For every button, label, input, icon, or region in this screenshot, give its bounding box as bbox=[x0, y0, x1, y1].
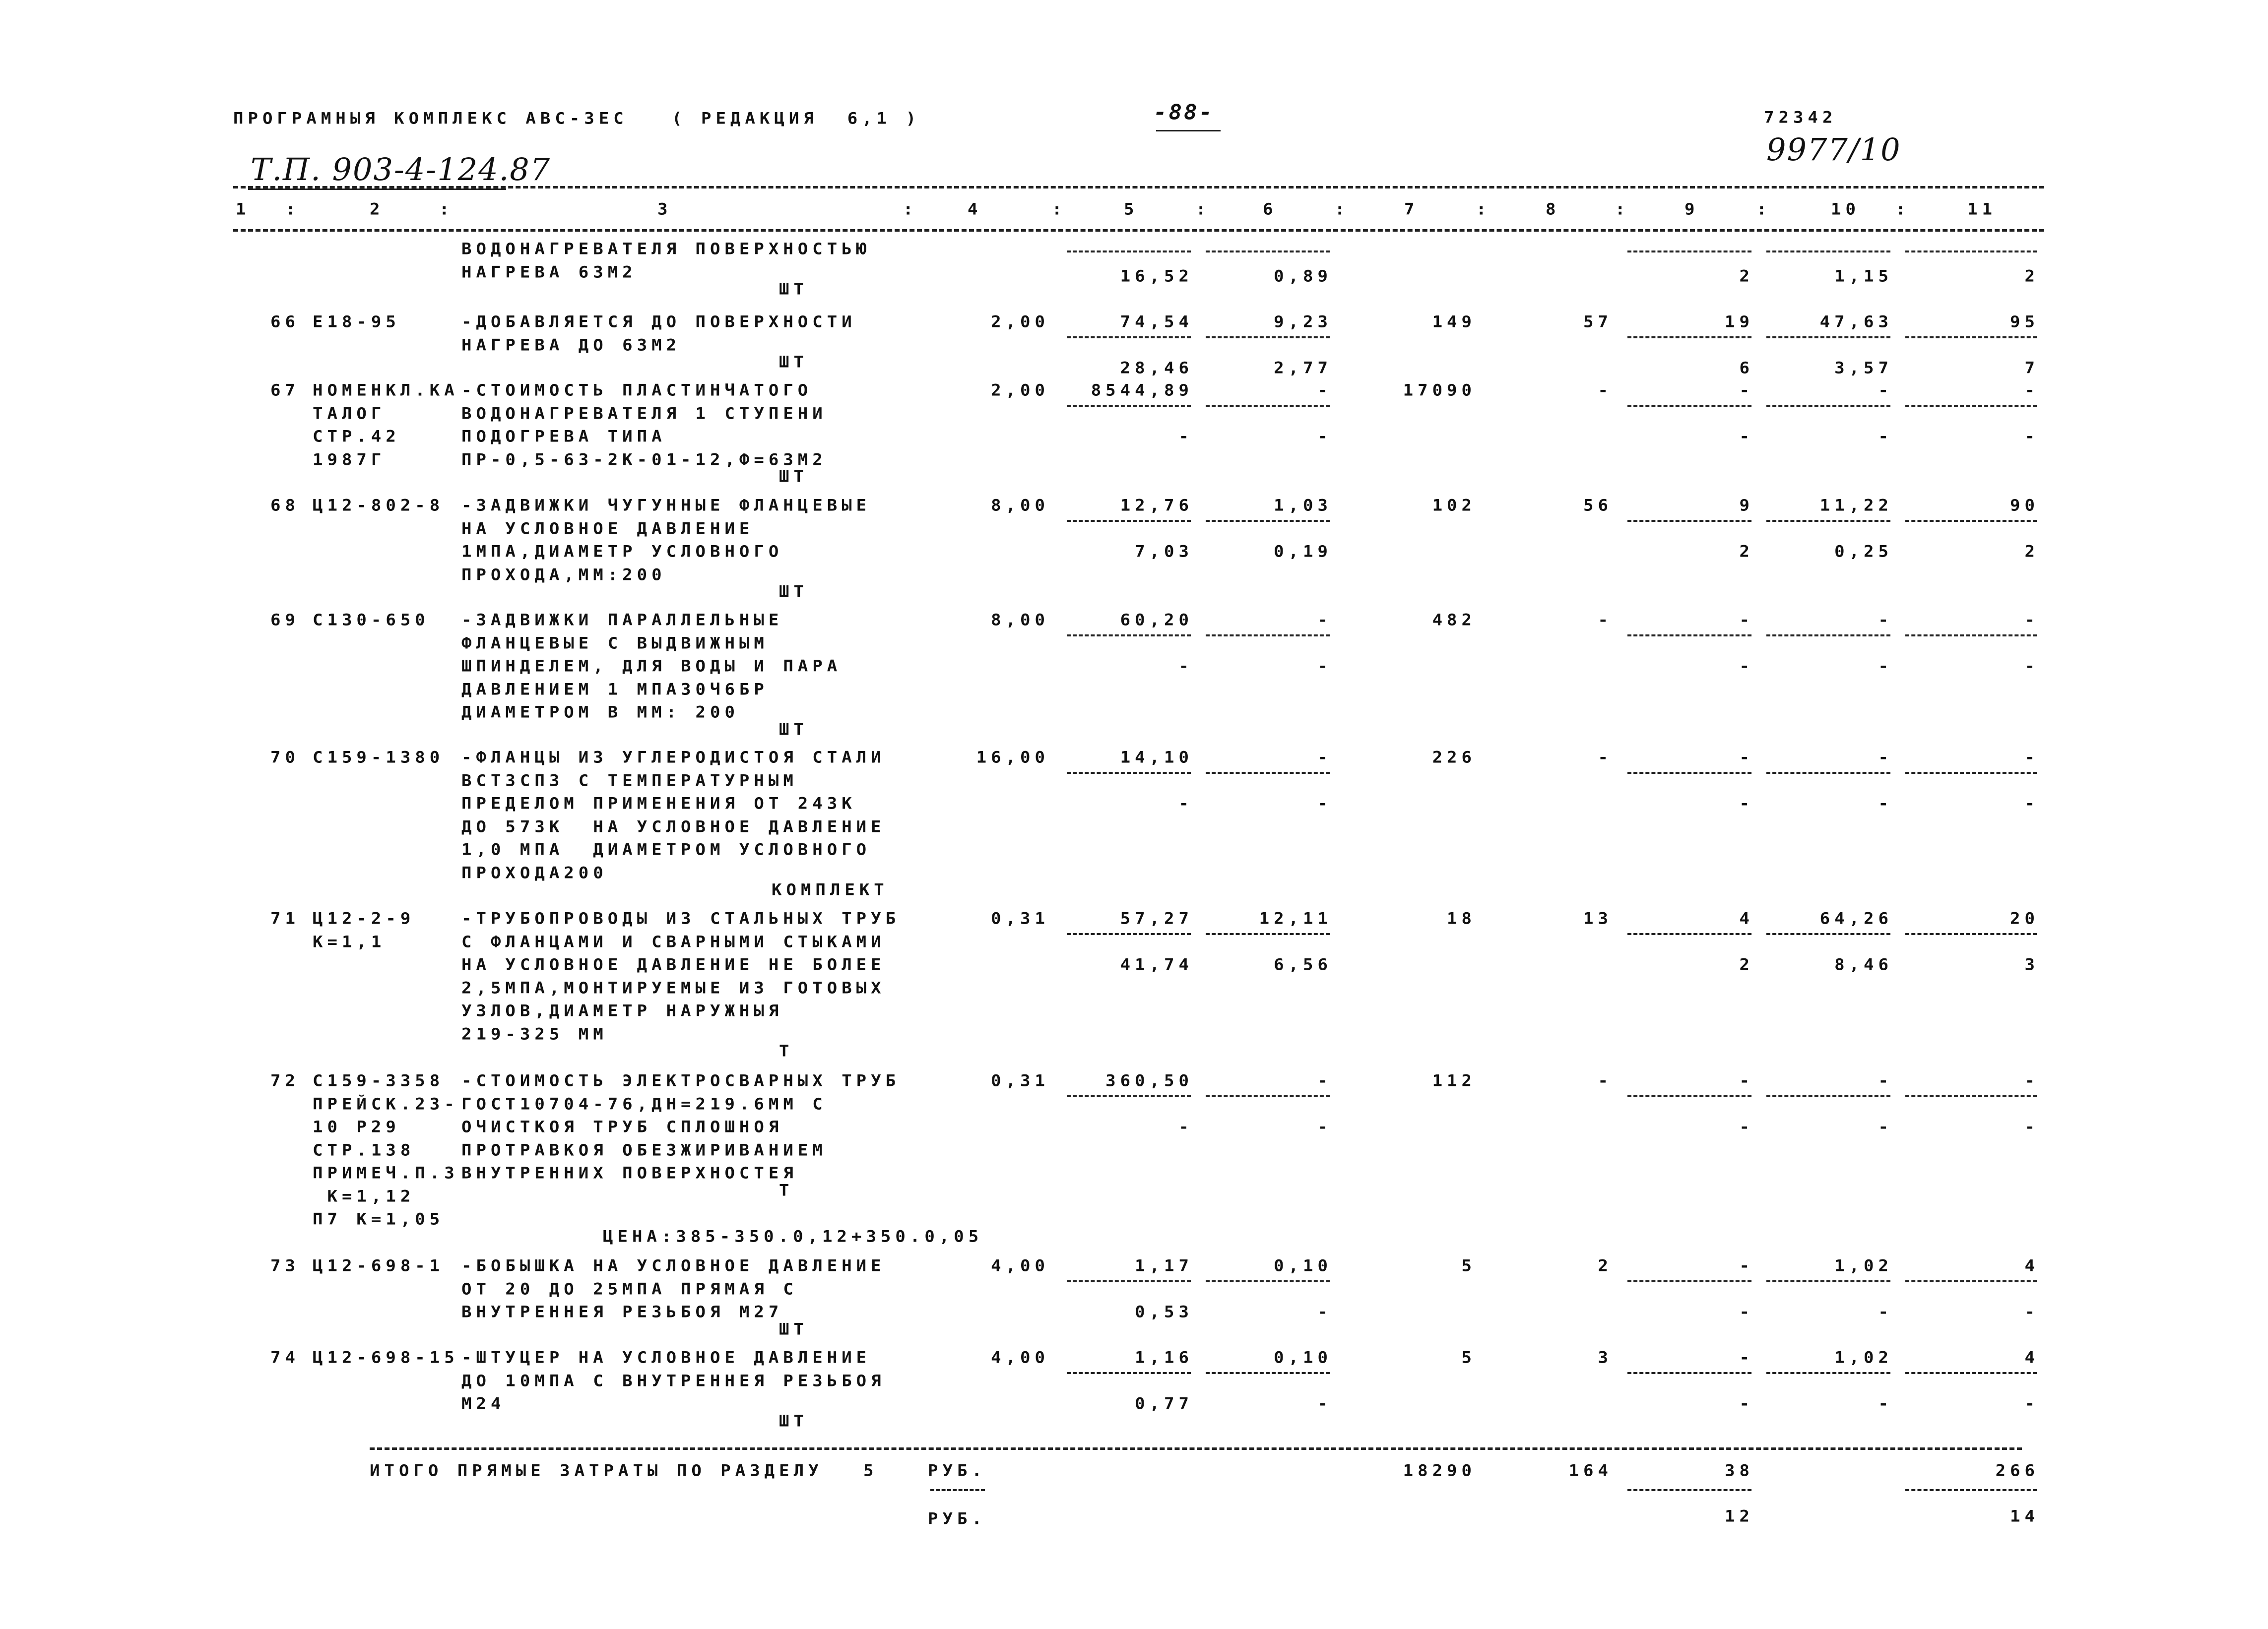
cell-c6b: - bbox=[1317, 1118, 1332, 1136]
cell-c11: 4 bbox=[2024, 1348, 2039, 1367]
cell-c9: - bbox=[1739, 1256, 1754, 1275]
cell-c6-separator bbox=[1206, 634, 1330, 636]
totals-c11b: 14 bbox=[2010, 1507, 2039, 1526]
cell-c5b: 16,52 bbox=[1120, 267, 1193, 286]
row-code-line: К=1,12 bbox=[313, 1187, 415, 1206]
cell-c5: 360,50 bbox=[1105, 1071, 1193, 1090]
cell-qty: 4,00 bbox=[991, 1348, 1049, 1367]
row-code-line: П7 К=1,05 bbox=[313, 1210, 445, 1229]
totals-c8: 164 bbox=[1568, 1461, 1613, 1480]
cell-c11-separator bbox=[1905, 933, 2037, 935]
cell-c10-separator bbox=[1766, 1280, 1890, 1282]
totals-c11-separator bbox=[1905, 1489, 2037, 1491]
row-code-line: 10 Р29 bbox=[313, 1118, 400, 1136]
cell-c5-separator bbox=[1067, 772, 1191, 774]
cell-c9-separator bbox=[1627, 772, 1751, 774]
cell-c6: 9,23 bbox=[1274, 313, 1332, 331]
row-number: 74 bbox=[270, 1348, 300, 1367]
row-code-line: С159-1380 bbox=[313, 748, 445, 767]
cell-c9b: - bbox=[1739, 1118, 1754, 1136]
header-rule-top bbox=[233, 186, 2044, 188]
cell-c9b: 2 bbox=[1739, 955, 1754, 974]
sheet-number: 9977/10 bbox=[1766, 131, 1901, 168]
row-description-line: ДО 10МПА С ВНУТРЕННЕЯ РЕЗЬБОЯ bbox=[461, 1371, 886, 1390]
cell-c5: 1,16 bbox=[1135, 1348, 1193, 1367]
cell-c6-separator bbox=[1206, 251, 1330, 252]
cell-c6-separator bbox=[1206, 336, 1330, 338]
project-number-underline bbox=[248, 188, 506, 190]
cell-c7: 482 bbox=[1432, 611, 1476, 629]
row-code-line: С130-650 bbox=[313, 611, 430, 629]
cell-c5: 8544,89 bbox=[1091, 381, 1193, 400]
cell-c9: 4 bbox=[1739, 909, 1754, 928]
cell-c10b: - bbox=[1878, 1118, 1893, 1136]
cell-c10: 64,26 bbox=[1819, 909, 1893, 928]
cell-c7: 102 bbox=[1432, 496, 1476, 515]
cell-c10-separator bbox=[1766, 520, 1890, 522]
row-code-line: СТР.138 bbox=[313, 1140, 415, 1160]
row-number: 71 bbox=[270, 909, 300, 928]
cell-c5-separator bbox=[1067, 405, 1191, 407]
row-code-line: ТАЛОГ bbox=[313, 404, 386, 423]
cell-c6b: 6,56 bbox=[1274, 955, 1332, 974]
cell-c10-separator bbox=[1766, 1095, 1890, 1097]
cell-c11b: - bbox=[2024, 657, 2039, 676]
row-description-line: ОЧИСТКОЯ ТРУБ СПЛОШНОЯ bbox=[461, 1118, 783, 1136]
row-description-line: ПОДОГРЕВА ТИПА bbox=[461, 427, 666, 446]
cell-c7: 226 bbox=[1432, 748, 1476, 767]
cell-c11b: 7 bbox=[2024, 359, 2039, 377]
cell-c10b: 0,25 bbox=[1834, 542, 1893, 561]
column-separator: : bbox=[1615, 200, 1630, 219]
cell-c5-separator bbox=[1067, 1095, 1191, 1097]
cell-c5: 14,10 bbox=[1120, 748, 1193, 767]
row-unit: ШТ bbox=[779, 280, 808, 299]
cell-c11b: - bbox=[2024, 1303, 2039, 1321]
cell-c9b: - bbox=[1739, 1394, 1754, 1413]
row-code-line: НОМЕНКЛ.КА bbox=[313, 381, 459, 400]
cell-c6b: - bbox=[1317, 794, 1332, 813]
row-description-line: ВНУТРЕННЕЯ РЕЗЬБОЯ М27 bbox=[461, 1303, 783, 1321]
cell-c6-separator bbox=[1206, 1280, 1330, 1282]
cell-c10: - bbox=[1878, 748, 1893, 767]
row-code-line: Е18-95 bbox=[313, 313, 400, 331]
column-header-8: 8 bbox=[1546, 200, 1560, 219]
cell-c10-separator bbox=[1766, 933, 1890, 935]
totals-rule bbox=[370, 1447, 2022, 1450]
column-header-9: 9 bbox=[1685, 200, 1699, 219]
cell-c8: 3 bbox=[1598, 1348, 1613, 1367]
row-description-line: -СТОИМОСТЬ ПЛАСТИНЧАТОГО bbox=[461, 381, 813, 400]
cell-c11: 20 bbox=[2010, 909, 2039, 928]
column-separator: : bbox=[1476, 200, 1491, 219]
column-header-5: 5 bbox=[1124, 200, 1139, 219]
cell-c9: - bbox=[1739, 748, 1754, 767]
cell-qty: 2,00 bbox=[991, 381, 1049, 400]
cell-c11b: - bbox=[2024, 794, 2039, 813]
totals-c9: 38 bbox=[1725, 1461, 1754, 1480]
row-description-line: ВОДОНАГРЕВАТЕЛЯ 1 СТУПЕНИ bbox=[461, 404, 827, 423]
cell-c10b: 8,46 bbox=[1834, 955, 1893, 974]
page-number-underline bbox=[1156, 130, 1221, 131]
cell-c11-separator bbox=[1905, 1372, 2037, 1374]
cell-c9-separator bbox=[1627, 336, 1751, 338]
row-description-line: НА УСЛОВНОЕ ДАВЛЕНИЕ НЕ БОЛЕЕ bbox=[461, 955, 886, 974]
row-description-line: -ЗАДВИЖКИ ЧУГУННЫЕ ФЛАНЦЕВЫЕ bbox=[461, 496, 871, 515]
cell-c10: 1,02 bbox=[1834, 1256, 1893, 1275]
column-separator: : bbox=[903, 200, 918, 219]
cell-c10: - bbox=[1878, 381, 1893, 400]
cell-c11: 4 bbox=[2024, 1256, 2039, 1275]
row-description-line: -БОБЫШКА НА УСЛОВНОЕ ДАВЛЕНИЕ bbox=[461, 1256, 886, 1275]
column-header-11: 11 bbox=[1967, 200, 1997, 219]
row-code-line: С159-3358 bbox=[313, 1071, 445, 1090]
cell-c11b: - bbox=[2024, 427, 2039, 446]
cell-c5-separator bbox=[1067, 520, 1191, 522]
cell-c10: 1,02 bbox=[1834, 1348, 1893, 1367]
row-code-line: Ц12-2-9 bbox=[313, 909, 415, 928]
cell-c6b: - bbox=[1317, 1394, 1332, 1413]
cell-c5: 57,27 bbox=[1120, 909, 1193, 928]
cell-c11: - bbox=[2024, 1071, 2039, 1090]
row-unit: ШТ bbox=[779, 1411, 808, 1431]
cell-c10b: - bbox=[1878, 657, 1893, 676]
cell-c5: 1,17 bbox=[1135, 1256, 1193, 1275]
cell-c10-separator bbox=[1766, 336, 1890, 338]
cell-c11: - bbox=[2024, 381, 2039, 400]
cell-c6-separator bbox=[1206, 520, 1330, 522]
row-description-line: ФЛАНЦЕВЫЕ С ВЫДВИЖНЫМ bbox=[461, 633, 769, 653]
cell-c8: 13 bbox=[1583, 909, 1613, 928]
row-unit: ШТ bbox=[779, 353, 808, 372]
cell-c10b: 1,15 bbox=[1834, 267, 1893, 286]
cell-c6b: - bbox=[1317, 657, 1332, 676]
row-code-line: СТР.42 bbox=[313, 427, 400, 446]
cell-c9-separator bbox=[1627, 634, 1751, 636]
row-description-line: ПРОТРАВКОЯ ОБЕЗЖИРИВАНИЕМ bbox=[461, 1140, 827, 1160]
cell-c11b: 2 bbox=[2024, 542, 2039, 561]
cell-c6: - bbox=[1317, 611, 1332, 629]
cell-c6b: 2,77 bbox=[1274, 359, 1332, 377]
project-number: Т.П. 903-4-124.87 bbox=[251, 151, 551, 188]
cell-c10: 47,63 bbox=[1819, 313, 1893, 331]
cell-c10-separator bbox=[1766, 634, 1890, 636]
cell-c6b: - bbox=[1317, 1303, 1332, 1321]
cell-c5: 74,54 bbox=[1120, 313, 1193, 331]
cell-c11-separator bbox=[1905, 1280, 2037, 1282]
row-description-line: 1МПА,ДИАМЕТР УСЛОВНОГО bbox=[461, 542, 783, 561]
totals-c7: 18290 bbox=[1403, 1461, 1476, 1480]
cell-c9b: - bbox=[1739, 1303, 1754, 1321]
cell-c10b: - bbox=[1878, 1394, 1893, 1413]
cell-c9b: 2 bbox=[1739, 542, 1754, 561]
row-description-line: НА УСЛОВНОЕ ДАВЛЕНИЕ bbox=[461, 519, 754, 538]
totals-currency: РУБ. bbox=[928, 1461, 986, 1480]
cell-c9: 19 bbox=[1725, 313, 1754, 331]
cell-c11-separator bbox=[1905, 405, 2037, 407]
cell-c9-separator bbox=[1627, 933, 1751, 935]
cell-c7: 5 bbox=[1461, 1256, 1476, 1275]
totals-currency-b: РУБ. bbox=[928, 1509, 986, 1528]
cell-c10b: - bbox=[1878, 794, 1893, 813]
row-description-line: ВСТ3СП3 С ТЕМПЕРАТУРНЫМ bbox=[461, 771, 798, 790]
cell-c11: 90 bbox=[2010, 496, 2039, 515]
column-separator: : bbox=[1052, 200, 1067, 219]
cell-c9b: - bbox=[1739, 427, 1754, 446]
cell-c8: 56 bbox=[1583, 496, 1613, 515]
row-code-line: ПРЕЙСК.23- bbox=[313, 1094, 459, 1114]
cell-c11: - bbox=[2024, 611, 2039, 629]
cell-c8: 57 bbox=[1583, 313, 1613, 331]
cell-qty: 4,00 bbox=[991, 1256, 1049, 1275]
cell-qty: 8,00 bbox=[991, 496, 1049, 515]
row-description-line: ВОДОНАГРЕВАТЕЛЯ ПОВЕРХНОСТЬЮ bbox=[461, 240, 871, 258]
cell-c8: - bbox=[1598, 748, 1613, 767]
row-code-line: Ц12-698-15 bbox=[313, 1348, 459, 1367]
row-number: 66 bbox=[270, 313, 300, 331]
cell-c11b: - bbox=[2024, 1118, 2039, 1136]
row-description-line: -ФЛАНЦЫ ИЗ УГЛЕРОДИСТОЯ СТАЛИ bbox=[461, 748, 886, 767]
row-number: 67 bbox=[270, 381, 300, 400]
row-code-line: К=1,1 bbox=[313, 932, 386, 951]
cell-c11-separator bbox=[1905, 634, 2037, 636]
row-unit: ШТ bbox=[779, 582, 808, 601]
column-header-10: 10 bbox=[1831, 200, 1860, 219]
cell-c11b: - bbox=[2024, 1394, 2039, 1413]
cell-qty: 0,31 bbox=[991, 1071, 1049, 1090]
program-header: ПРОГРАМНЫЯ КОМПЛЕКС АВС-ЗЕС ( РЕДАКЦИЯ 6,1 ) bbox=[233, 109, 921, 128]
cell-c10-separator bbox=[1766, 1372, 1890, 1374]
column-separator: : bbox=[439, 200, 454, 219]
cell-c5b: - bbox=[1178, 1118, 1193, 1136]
cell-c9b: 2 bbox=[1739, 267, 1754, 286]
cell-c5-separator bbox=[1067, 1372, 1191, 1374]
cell-c11-separator bbox=[1905, 772, 2037, 774]
cell-c5-separator bbox=[1067, 1280, 1191, 1282]
row-description-line: УЗЛОВ,ДИАМЕТР НАРУЖНЫЯ bbox=[461, 1002, 783, 1020]
cell-c6b: 0,19 bbox=[1274, 542, 1332, 561]
cell-c6: - bbox=[1317, 1071, 1332, 1090]
cell-c6-separator bbox=[1206, 933, 1330, 935]
row-description-line: ПРЕДЕЛОМ ПРИМЕНЕНИЯ ОТ 243К bbox=[461, 794, 856, 813]
row-description-line: ОТ 20 ДО 25МПА ПРЯМАЯ С bbox=[461, 1279, 798, 1299]
row-number: 73 bbox=[270, 1256, 300, 1275]
cell-c5b: - bbox=[1178, 794, 1193, 813]
column-header-1: 1 bbox=[236, 200, 251, 219]
cell-c6: 1,03 bbox=[1274, 496, 1332, 515]
cell-c7: 149 bbox=[1432, 313, 1476, 331]
row-description-line: ДИАМЕТРОМ В ММ: 200 bbox=[461, 703, 739, 722]
cell-c10: - bbox=[1878, 611, 1893, 629]
cell-c7: 17090 bbox=[1403, 381, 1476, 400]
cell-c10-separator bbox=[1766, 405, 1890, 407]
row-description-line: -ДОБАВЛЯЕТСЯ ДО ПОВЕРХНОСТИ bbox=[461, 313, 856, 331]
cell-c10-separator bbox=[1766, 772, 1890, 774]
column-header-6: 6 bbox=[1263, 200, 1278, 219]
totals-label: ИТОГО ПРЯМЫЕ ЗАТРАТЫ ПО РАЗДЕЛУ bbox=[370, 1461, 823, 1480]
cell-c11-separator bbox=[1905, 336, 2037, 338]
column-separator: : bbox=[285, 200, 300, 219]
cell-c9-separator bbox=[1627, 1372, 1751, 1374]
cell-c5-separator bbox=[1067, 634, 1191, 636]
column-separator: : bbox=[1756, 200, 1771, 219]
column-header-3: 3 bbox=[657, 200, 672, 219]
cell-c9: - bbox=[1739, 1071, 1754, 1090]
row-description-line: ДО 573К НА УСЛОВНОЕ ДАВЛЕНИЕ bbox=[461, 817, 886, 836]
totals-c9-separator bbox=[1627, 1489, 1751, 1491]
row-number: 70 bbox=[270, 748, 300, 767]
cell-c6: 0,10 bbox=[1274, 1256, 1332, 1275]
cell-c9: - bbox=[1739, 1348, 1754, 1367]
column-separator: : bbox=[1335, 200, 1350, 219]
column-separator: : bbox=[1895, 200, 1910, 219]
cell-c7: 112 bbox=[1432, 1071, 1476, 1090]
row-unit: ШТ bbox=[779, 720, 808, 739]
cell-c6: 12,11 bbox=[1259, 909, 1332, 928]
row-description-line: НАГРЕВА 63М2 bbox=[461, 262, 637, 282]
cell-c5: 60,20 bbox=[1120, 611, 1193, 629]
row-unit: Т bbox=[779, 1181, 794, 1200]
cell-c9b: - bbox=[1739, 794, 1754, 813]
totals-c11: 266 bbox=[1995, 1461, 2039, 1480]
row-description-line: ПР-0,5-63-2К-01-12,Ф=63М2 bbox=[461, 450, 827, 469]
cell-c5-separator bbox=[1067, 251, 1191, 252]
cell-c5b: 28,46 bbox=[1120, 359, 1193, 377]
row-code-line: 1987Г bbox=[313, 450, 386, 469]
cell-c6b: 0,89 bbox=[1274, 267, 1332, 286]
cell-c6-separator bbox=[1206, 772, 1330, 774]
cell-c11-separator bbox=[1905, 251, 2037, 252]
row-number: 68 bbox=[270, 496, 300, 515]
row-unit: ШТ bbox=[779, 1319, 808, 1339]
cell-qty: 8,00 bbox=[991, 611, 1049, 629]
column-header-2: 2 bbox=[370, 200, 385, 219]
cell-c11-separator bbox=[1905, 520, 2037, 522]
row-number: 72 bbox=[270, 1071, 300, 1090]
cell-qty: 0,31 bbox=[991, 909, 1049, 928]
cell-c9-separator bbox=[1627, 1095, 1751, 1097]
header-rule-bottom bbox=[233, 229, 2044, 232]
cell-c10-separator bbox=[1766, 251, 1890, 252]
cell-c5b: - bbox=[1178, 657, 1193, 676]
cell-c5b: - bbox=[1178, 427, 1193, 446]
cell-c5b: 0,77 bbox=[1135, 1394, 1193, 1413]
cell-c7: 5 bbox=[1461, 1348, 1476, 1367]
cell-c10b: - bbox=[1878, 427, 1893, 446]
cell-c8: - bbox=[1598, 1071, 1613, 1090]
cell-c10b: 3,57 bbox=[1834, 359, 1893, 377]
cell-c5: 12,76 bbox=[1120, 496, 1193, 515]
row-unit: ШТ bbox=[779, 467, 808, 486]
row-unit: КОМПЛЕКТ bbox=[772, 880, 889, 899]
cell-c5-separator bbox=[1067, 933, 1191, 935]
cell-c6-separator bbox=[1206, 1372, 1330, 1374]
row-description-line: 219-325 ММ bbox=[461, 1024, 608, 1044]
cell-c9b: 6 bbox=[1739, 359, 1754, 377]
row-description-line: ВНУТРЕННИХ ПОВЕРХНОСТЕЯ bbox=[461, 1164, 798, 1183]
row-description-line: НАГРЕВА ДО 63М2 bbox=[461, 335, 681, 355]
cell-c9: - bbox=[1739, 381, 1754, 400]
row-description-line: -ЗАДВИЖКИ ПАРАЛЛЕЛЬНЫЕ bbox=[461, 611, 783, 629]
cell-c7: 18 bbox=[1447, 909, 1476, 928]
cell-c6: 0,10 bbox=[1274, 1348, 1332, 1367]
row-description-line: ДАВЛЕНИЕМ 1 МПА30Ч6БР bbox=[461, 680, 769, 699]
column-header-7: 7 bbox=[1404, 200, 1419, 219]
row-unit: Т bbox=[779, 1042, 794, 1061]
row-code-line: ПРИМЕЧ.П.3 bbox=[313, 1164, 459, 1183]
row-price-note: ЦЕНА:385-350.0,12+350.0,05 bbox=[603, 1227, 983, 1246]
row-description-line: С ФЛАНЦАМИ И СВАРНЫМИ СТЫКАМИ bbox=[461, 932, 886, 951]
cell-c11: 95 bbox=[2010, 313, 2039, 331]
row-description-line: -СТОИМОСТЬ ЭЛЕКТРОСВАРНЫХ ТРУБ bbox=[461, 1071, 901, 1090]
cell-c11b: 2 bbox=[2024, 267, 2039, 286]
row-description-line: -ШТУЦЕР НА УСЛОВНОЕ ДАВЛЕНИЕ bbox=[461, 1348, 871, 1367]
cell-c10: - bbox=[1878, 1071, 1893, 1090]
cell-c9-separator bbox=[1627, 251, 1751, 252]
cell-c5b: 0,53 bbox=[1135, 1303, 1193, 1321]
cell-c5-separator bbox=[1067, 336, 1191, 338]
row-description-line: 1,0 МПА ДИАМЕТРОМ УСЛОВНОГО bbox=[461, 840, 871, 859]
totals-c9b: 12 bbox=[1725, 1507, 1754, 1526]
cell-c5b: 41,74 bbox=[1120, 955, 1193, 974]
document-code: 72342 bbox=[1764, 108, 1837, 127]
cell-c8: - bbox=[1598, 611, 1613, 629]
cell-c11b: 3 bbox=[2024, 955, 2039, 974]
row-description-line: ШПИНДЕЛЕМ, ДЛЯ ВОДЫ И ПАРА bbox=[461, 657, 842, 676]
cell-c9: 9 bbox=[1739, 496, 1754, 515]
page-number: -88- bbox=[1154, 100, 1214, 125]
cell-c11: - bbox=[2024, 748, 2039, 767]
row-description-line: ПРОХОДА,ММ:200 bbox=[461, 565, 666, 584]
row-code-line: Ц12-698-1 bbox=[313, 1256, 445, 1275]
cell-c9-separator bbox=[1627, 1280, 1751, 1282]
row-description-line: ГОСТ10704-76,ДН=219.6ММ С bbox=[461, 1094, 827, 1114]
cell-c9-separator bbox=[1627, 520, 1751, 522]
cell-c9b: - bbox=[1739, 657, 1754, 676]
cell-c6: - bbox=[1317, 381, 1332, 400]
totals-currency-separator bbox=[930, 1489, 985, 1491]
column-header-4: 4 bbox=[968, 200, 982, 219]
cell-c11-separator bbox=[1905, 1095, 2037, 1097]
cell-c10b: - bbox=[1878, 1303, 1893, 1321]
row-description-line: 2,5МПА,МОНТИРУЕМЫЕ ИЗ ГОТОВЫХ bbox=[461, 978, 886, 998]
row-code-line: Ц12-802-8 bbox=[313, 496, 445, 515]
cell-c8: 2 bbox=[1598, 1256, 1613, 1275]
cell-c9-separator bbox=[1627, 405, 1751, 407]
row-description-line: М24 bbox=[461, 1394, 506, 1413]
cell-c6b: - bbox=[1317, 427, 1332, 446]
row-number: 69 bbox=[270, 611, 300, 629]
cell-c10: 11,22 bbox=[1819, 496, 1893, 515]
cell-c6: - bbox=[1317, 748, 1332, 767]
totals-section: 5 bbox=[863, 1461, 878, 1480]
cell-c9: - bbox=[1739, 611, 1754, 629]
cell-c8: - bbox=[1598, 381, 1613, 400]
column-separator: : bbox=[1196, 200, 1211, 219]
row-description-line: -ТРУБОПРОВОДЫ ИЗ СТАЛЬНЫХ ТРУБ bbox=[461, 909, 901, 928]
cell-c6-separator bbox=[1206, 405, 1330, 407]
cell-qty: 2,00 bbox=[991, 313, 1049, 331]
cell-c5b: 7,03 bbox=[1135, 542, 1193, 561]
cell-qty: 16,00 bbox=[976, 748, 1049, 767]
row-description-line: ПРОХОДА200 bbox=[461, 863, 608, 882]
cell-c6-separator bbox=[1206, 1095, 1330, 1097]
